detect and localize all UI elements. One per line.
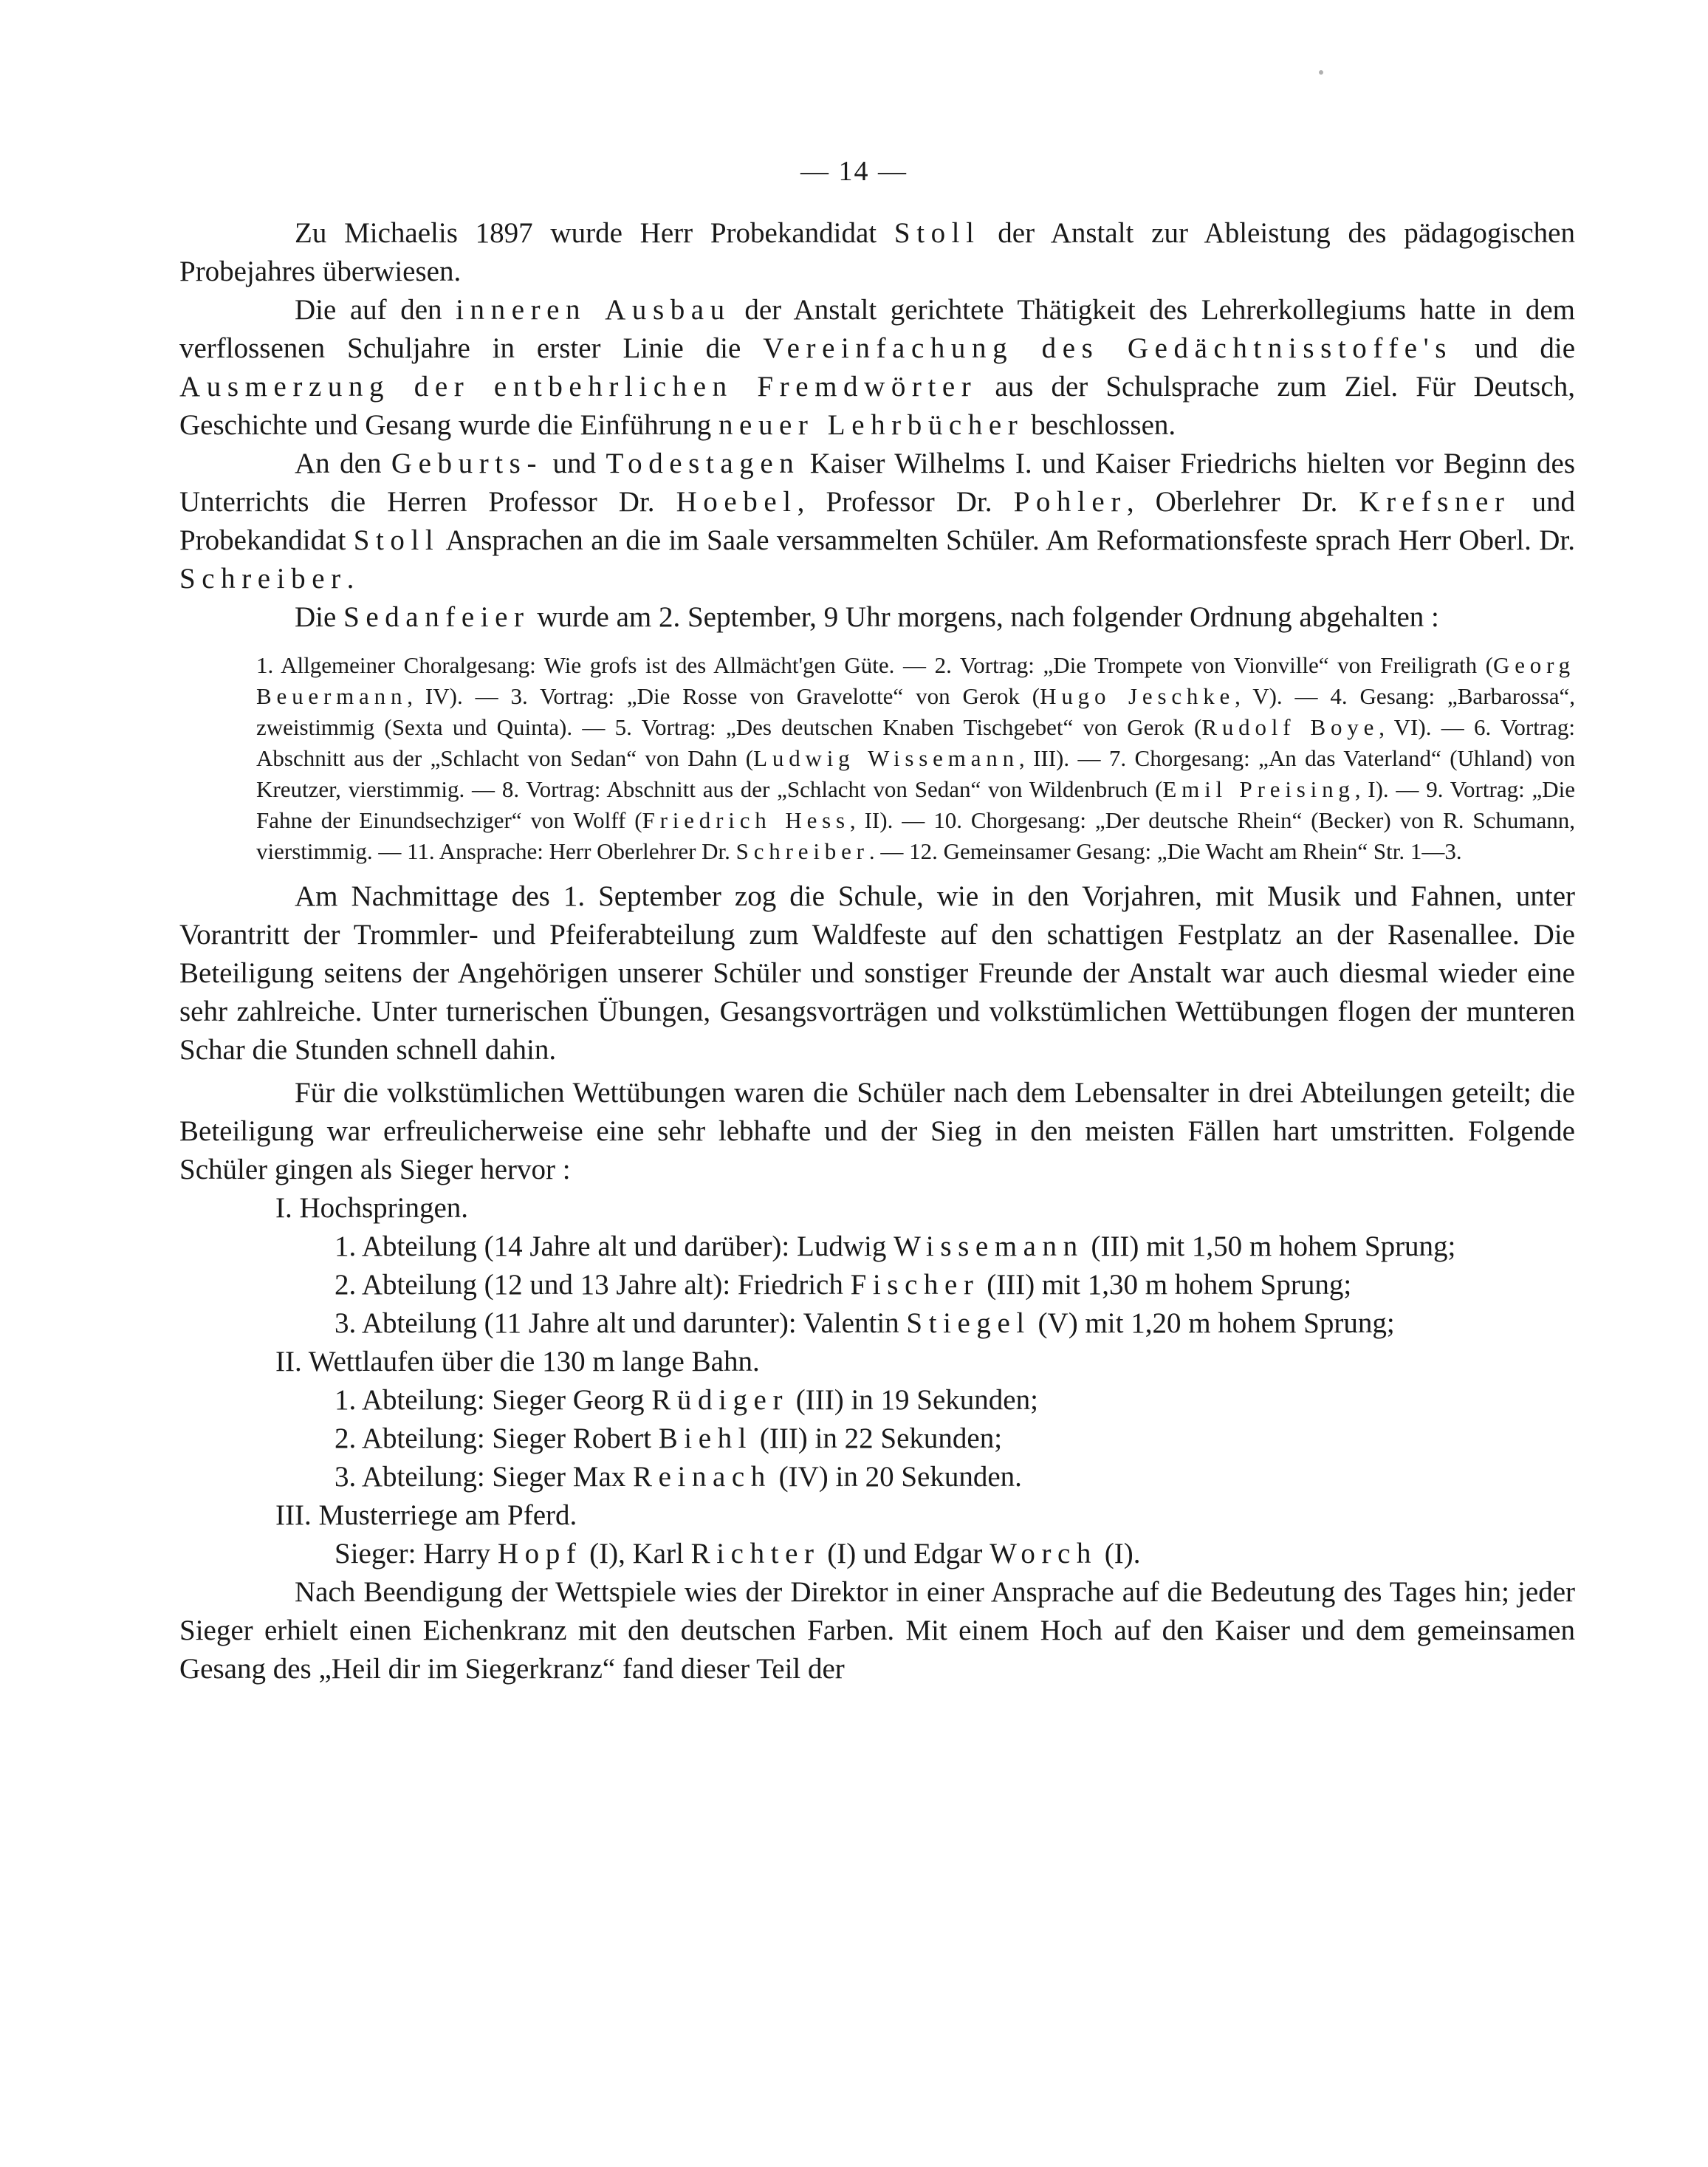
spaced-name: Richter: [690, 1538, 820, 1569]
paragraph-wettuebungen: Für die volkstümlichen Wettübungen waren die Schüler nach dem Lebensalter in drei Abteilungen geteilt; die Beteiligung war erfreulicherweise eine sehr lebhafte und der Sieg in den meisten Fällen hart umstritten. Folgende Schüler gingen als Sieger hervor :: [179, 1077, 1575, 1185]
contest-entry: 2. Abteilung (12 und 13 Jahre alt): Friedrich Fischer (III) mit 1,30 m hohem Sprung;: [335, 1269, 1352, 1301]
contest-entry: 1. Abteilung (14 Jahre alt und darüber): Ludwig Wissemann (III) mit 1,50 m hohem Sprung;: [335, 1230, 1456, 1262]
spaced-term: Vereinfachung des Gedächtnisstoffe's: [763, 332, 1453, 364]
contest-entry: 1. Abteilung: Sieger Georg Rüdiger (III) in 19 Sekunden;: [335, 1384, 1038, 1416]
festival-program: 1. Allgemeiner Choralgesang: Wie grofs ist des Allmächt'gen Güte. — 2. Vortrag: „Die Trompete von Vionville“ von Freiligrath (Georg Beuermann, IV). — 3. Vortrag: „Die Rosse von Gravelotte“ von Gerok (Hugo Jeschke, V). — 4. Gesang: „Barbarossa“, zweistimmig (Sexta und Quinta). — 5. Vortrag: „Des deutschen Knaben Tischgebet“ von Gerok (Rudolf Boye, VI). — 6. Vortrag: Abschnitt aus der „Schlacht von Sedan“ von Dahn (Ludwig Wissemann, III). — 7. Chorgesang: „An das Vaterland“ (Uhland) von Kreutzer, vierstimmig. — 8. Vortrag: Abschnitt aus der „Schlacht von Sedan“ von Wildenbruch (Emil Preising, I). — 9. Vortrag: „Die Fahne der Einundsechziger“ von Wolff (Friedrich Hess, II). — 10. Chorgesang: „Der deutsche Rhein“ (Becker) von R. Schumann, vierstimmig. — 11. Ansprache: Herr Oberlehrer Dr. Schreiber. — 12. Gemeinsamer Gesang: „Die Wacht am Rhein“ Str. 1—3.: [256, 652, 1576, 864]
spaced-term: Geburts-: [391, 448, 543, 479]
spaced-name: Ludwig Wissemann: [753, 745, 1019, 771]
spaced-name: Friedrich Hess: [642, 807, 850, 833]
contest-entry: 3. Abteilung (11 Jahre alt und darunter): Valentin Stiegel (V) mit 1,20 m hohem Sprung;: [335, 1307, 1395, 1339]
contest-category: II. Wettlaufen über die 130 m lange Bahn.: [275, 1346, 760, 1377]
paragraph-ausbau: Die auf den inneren Ausbau der Anstalt gerichtete Thätigkeit des Lehrerkollegiums hatte in dem verflossenen Schuljahre in erster Linie die Vereinfachung des Gedächtnisstoffe's und die Ausmerzung der entbehrlichen Fremdwörter aus der Schulsprache zum Ziel. Für Deutsch, Geschichte und Gesang wurde die Einführung neuer Lehrbücher beschlossen.: [179, 294, 1576, 441]
spaced-name: Krefsner: [1359, 486, 1511, 518]
spaced-term: Sedanfeier: [343, 601, 530, 633]
spaced-name: Rudolf Boye: [1201, 714, 1379, 740]
page-number: — 14 —: [800, 156, 908, 187]
spaced-name: Fischer: [850, 1269, 980, 1301]
contest-results: [179, 1189, 1575, 1573]
page-body: [179, 214, 1575, 1688]
paragraph-sedanfeier: Die Sedanfeier wurde am 2. September, 9 Uhr morgens, nach folgender Ordnung abgehalten :: [295, 601, 1439, 633]
spaced-name: Hoebel: [676, 486, 798, 518]
spaced-term: Ausmerzung der entbehrlichen Fremdwörter: [179, 371, 978, 403]
paragraph-waldfest: Am Nachmittage des 1. September zog die Schule, wie in den Vorjahren, mit Musik und Fahnen, unter Vorantritt der Trommler- und Pfeiferabteilung zum Waldfeste auf den schattigen Festplatz an der Rasenallee. Die Beteiligung seitens der Angehörigen unserer Schüler und sonstiger Freunde der Anstalt war auch diesmal wieder eine sehr zahlreiche. Unter turnerischen Übungen, Gesangsvorträgen und volkstümlichen Wettübungen flogen der munteren Schar die Stunden schnell dahin.: [179, 880, 1575, 1066]
contest-entry: 2. Abteilung: Sieger Robert Biehl (III) in 22 Sekunden;: [335, 1423, 1003, 1454]
spaced-name: Wissemann: [894, 1230, 1084, 1262]
spaced-name: Schreiber: [179, 563, 347, 595]
contest-entry: 3. Abteilung: Sieger Max Reinach (IV) in 20 Sekunden.: [335, 1461, 1022, 1493]
spaced-name: Pohler: [1013, 486, 1127, 518]
spaced-name: Stoll: [353, 524, 440, 556]
contest-category: I. Hochspringen.: [275, 1192, 469, 1224]
spaced-name: Schreiber: [735, 838, 869, 864]
spaced-term: inneren Ausbau: [456, 294, 731, 326]
spaced-term: Todestagen: [606, 448, 800, 479]
paragraph-gedenktage: An den Geburts- und Todestagen Kaiser Wilhelms I. und Kaiser Friedrichs hielten vor Beginn des Unterrichts die Herren Professor Dr. Hoebel, Professor Dr. Pohler, Oberlehrer Dr. Krefsner und Probekandidat Stoll Ansprachen an die im Saale versammelten Schüler. Am Reformationsfeste sprach Herr Oberl. Dr. Schreiber.: [179, 448, 1576, 595]
spaced-name: Stoll: [894, 217, 981, 249]
scan-speck: [1319, 70, 1323, 75]
contest-entry: Sieger: Harry Hopf (I), Karl Richter (I) und Edgar Worch (I).: [335, 1538, 1141, 1569]
contest-category: III. Musterriege am Pferd.: [275, 1499, 577, 1531]
spaced-name: Hopf: [497, 1538, 583, 1569]
spaced-name: Worch: [990, 1538, 1098, 1569]
paragraph-probekandidat: Zu Michaelis 1897 wurde Herr Probekandidat Stoll der Anstalt zur Ableistung des pädagogischen Probejahres überwiesen.: [179, 217, 1575, 287]
spaced-term: neuer Lehrbücher: [718, 409, 1024, 441]
spaced-name: Stiegel: [906, 1307, 1031, 1339]
spaced-name: Hugo Jeschke: [1040, 683, 1235, 709]
spaced-name: Emil Preising: [1162, 776, 1355, 802]
spaced-name: Biehl: [658, 1423, 753, 1454]
paragraph-abschluss: Nach Beendigung der Wettspiele wies der Direktor in einer Ansprache auf die Bedeutung des Tages hin; jeder Sieger erhielt einen Eichenkranz mit den deutschen Farben. Mit einem Hoch auf den Kaiser und dem gemeinsamen Gesang des „Heil dir im Siegerkranz“ fand dieser Teil der: [179, 1576, 1575, 1685]
spaced-name: Reinach: [633, 1461, 772, 1493]
spaced-name: Georg Beuermann: [256, 652, 1575, 709]
spaced-name: Rüdiger: [651, 1384, 789, 1416]
